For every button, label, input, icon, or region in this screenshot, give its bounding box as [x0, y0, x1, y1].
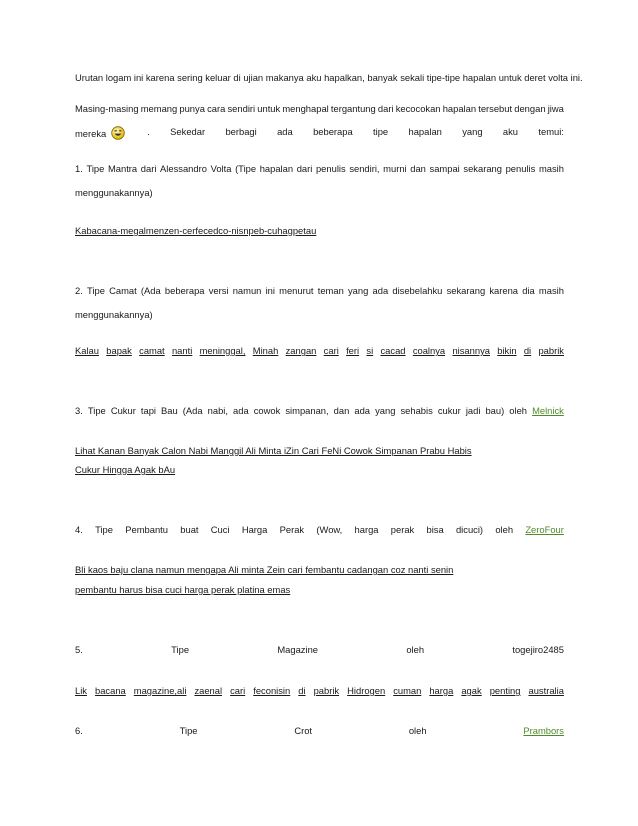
section-4-mnemonic-2: pembantu harus bisa cuci harga perak platina emas — [75, 584, 291, 595]
section-6-heading: 6. Tipe Crot oleh Prambors — [75, 725, 564, 736]
author-link-melnick[interactable]: Melnick — [532, 405, 564, 416]
author-link-prambors[interactable]: Prambors — [523, 725, 564, 736]
section-2-heading: 2. Tipe Camat (Ada beberapa versi namun ini menurut teman yang ada disebelahku sekarang karena dia masih — [75, 285, 564, 296]
section-2-mnemonic: Kalau bapak camat nanti meninggal, Minah zangan cari feri si cacad coalnya nisannya bikin di pabrik — [75, 345, 564, 356]
intro-line-2: Masing-masing memang punya cara sendiri untuk menghapal tergantung dari kecocokan hapalan tersebut dengan jiwa — [75, 103, 564, 114]
section-1-mnemonic: Kabacana-megalmenzen-cerfecedco-nisnpeb-cuhagpetau — [75, 225, 317, 236]
section-5-heading: 5. Tipe Magazine oleh togejiro2485 — [75, 644, 564, 655]
smiley-icon — [111, 126, 125, 140]
section-1-heading: 1. Tipe Mantra dari Alessandro Volta (Tipe hapalan dari penulis sendiri, murni dan sampai sekarang penulis masih — [75, 163, 564, 174]
section-2-heading-cont: menggunakannya) — [75, 309, 153, 320]
intro-line-1: Urutan logam ini karena sering keluar di ujian makanya aku hapalkan, banyak sekali tipe-tipe hapalan untuk deret volta ini. — [75, 72, 583, 83]
intro-line-3-start — [75, 126, 127, 140]
section-3-mnemonic-1: Lihat Kanan Banyak Calon Nabi Manggil Ali Minta iZin Cari FeNi Cowok Simpanan Prabu Habis — [75, 445, 472, 456]
author-link-zerofour[interactable]: ZeroFour — [525, 524, 564, 535]
section-4-heading: 4. Tipe Pembantu buat Cuci Harga Perak (Wow, harga perak bisa dicuci) oleh ZeroFour — [75, 524, 564, 535]
section-1-heading-cont: menggunakannya) — [75, 187, 153, 198]
section-3-mnemonic-2: Cukur Hingga Agak bAu — [75, 464, 176, 475]
intro-word-mereka: mereka — [75, 128, 107, 139]
section-5-mnemonic: Lik bacana magazine,ali zaenal cari feconisin di pabrik Hidrogen cuman harga agak penting australia — [75, 685, 564, 696]
section-3-heading: 3. Tipe Cukur tapi Bau (Ada nabi, ada cowok simpanan, dan ada yang sehabis cukur jadi bau) oleh Melnick — [75, 405, 564, 416]
section-4-mnemonic-1: Bli kaos baju clana namun mengapa Ali minta Zein cari fembantu cadangan coz nanti senin — [75, 564, 454, 575]
intro-line-3: mereka . Sekedar berbagi ada beberapa tipe hapalan yang aku temui: — [75, 126, 564, 139]
